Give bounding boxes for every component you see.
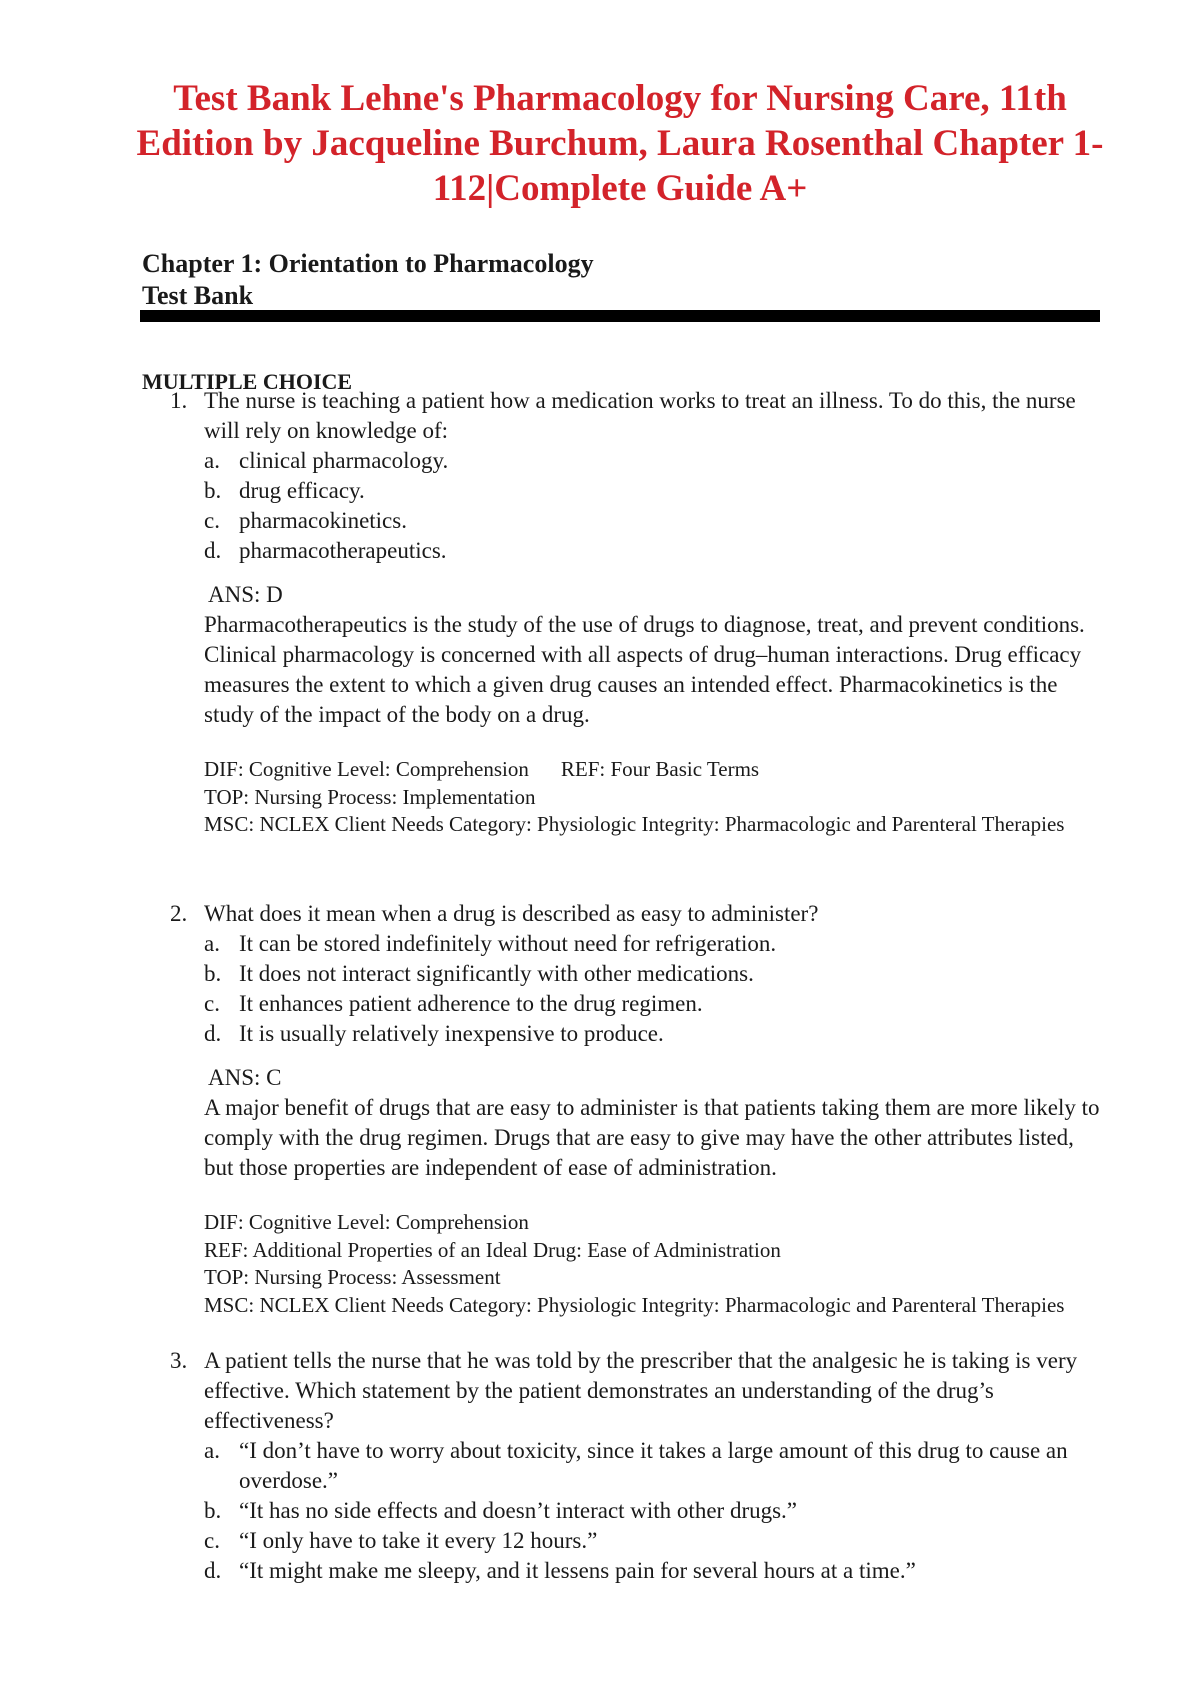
question-number: 1. (170, 388, 188, 413)
option-letter: d. (204, 1558, 222, 1583)
option-c (204, 506, 1100, 536)
reference-label: REF: Additional Properties of an Ideal Drug: Ease of Administration (204, 1237, 781, 1262)
difficulty-label: DIF: Cognitive Level: Comprehension (204, 1210, 529, 1234)
option-text: It can be stored indefinitely without need for refrigeration. (239, 931, 777, 956)
option-list (204, 929, 1100, 1049)
option-letter: d. (204, 538, 222, 563)
option-letter: b. (204, 1498, 222, 1523)
option-a (204, 1436, 1100, 1496)
question-number: 2. (170, 901, 188, 926)
option-letter: d. (204, 1021, 222, 1046)
question-2 (170, 899, 1100, 1319)
option-letter: b. (204, 478, 222, 503)
option-d (204, 1019, 1100, 1049)
option-a (204, 446, 1100, 476)
question-stem: What does it mean when a drug is described as easy to administer? (204, 901, 819, 926)
rationale-text: A major benefit of drugs that are easy to administer is that patients taking them are more likely to comply with the drug regimen. Drugs that are easy to give may have the other attributes listed, but those properties are independent of ease of administration. (204, 1095, 1100, 1180)
difficulty-label: DIF: Cognitive Level: Comprehension (204, 757, 529, 781)
topic-label: TOP: Nursing Process: Assessment (204, 1265, 501, 1289)
answer-block (204, 1063, 1100, 1183)
test-bank-label: Test Bank (142, 281, 254, 310)
option-text: pharmacokinetics. (239, 508, 407, 533)
question-1 (170, 386, 1100, 839)
option-text: clinical pharmacology. (239, 448, 449, 473)
question-number: 3. (170, 1348, 188, 1373)
rationale-text: Pharmacotherapeutics is the study of the use of drugs to diagnose, treat, and prevent conditions. Clinical pharmacology is concerned with all aspects of drug–human interactions. Drug efficacy measures the extent to which a given drug causes an intended effect. Pharmacokinetics is the study of the impact of the body on a drug. (204, 612, 1085, 727)
option-b (204, 476, 1100, 506)
answer-block (204, 580, 1100, 730)
option-text: “I don’t have to worry about toxicity, since it takes a large amount of this drug to cause an overdose.” (239, 1438, 1068, 1493)
option-letter: c. (204, 1528, 220, 1553)
option-d (204, 536, 1100, 566)
topic-label: TOP: Nursing Process: Implementation (204, 784, 536, 809)
section-heading: MULTIPLE CHOICE (142, 369, 353, 394)
document-title: Test Bank Lehne's Pharmacology for Nursing Care, 11th Edition by Jacqueline Burchum, Laura Rosenthal Chapter 1-112|Complete Guide A+ (136, 78, 1104, 209)
option-text: drug efficacy. (239, 478, 365, 503)
option-text: It enhances patient adherence to the drug regimen. (239, 991, 703, 1016)
option-b (204, 959, 1100, 989)
option-text: “I only have to take it every 12 hours.” (239, 1528, 598, 1553)
option-letter: a. (204, 931, 220, 956)
option-text: pharmacotherapeutics. (239, 538, 447, 563)
option-c (204, 989, 1100, 1019)
option-text: “It has no side effects and doesn’t interact with other drugs.” (239, 1498, 798, 1523)
option-c (204, 1526, 1100, 1556)
option-letter: b. (204, 961, 222, 986)
option-letter: c. (204, 508, 220, 533)
option-list (204, 446, 1100, 566)
question-3 (170, 1346, 1100, 1586)
option-letter: c. (204, 991, 220, 1016)
question-stem: The nurse is teaching a patient how a medication works to treat an illness. To do this, the nurse will rely on knowledge of: (204, 388, 1076, 443)
option-d (204, 1556, 1100, 1586)
chapter-heading: Chapter 1: Orientation to Pharmacology (142, 249, 594, 278)
reference-label: REF: Four Basic Terms (560, 757, 760, 781)
option-text: It does not interact significantly with other medications. (239, 961, 754, 986)
option-letter: a. (204, 1438, 220, 1463)
msc-label: MSC: NCLEX Client Needs Category: Physiologic Integrity: Pharmacologic and Parenteral Therapies (204, 812, 1065, 836)
question-stem: A patient tells the nurse that he was told by the prescriber that the analgesic he is taking is very effective. Which statement by the patient demonstrates an understanding of the drug’s effectiveness? (204, 1348, 1078, 1433)
option-text: “It might make me sleepy, and it lessens pain for several hours at a time.” (239, 1558, 916, 1583)
answer-key: ANS: C (208, 1065, 282, 1090)
option-text: It is usually relatively inexpensive to produce. (239, 1021, 664, 1046)
msc-label: MSC: NCLEX Client Needs Category: Physiologic Integrity: Pharmacologic and Parenteral Therapies (204, 1292, 1065, 1317)
option-list (204, 1436, 1100, 1586)
option-b (204, 1496, 1100, 1526)
question-metadata (204, 756, 1100, 839)
answer-key: ANS: D (208, 582, 283, 607)
option-a (204, 929, 1100, 959)
question-metadata (204, 1209, 1100, 1319)
option-letter: a. (204, 448, 220, 473)
